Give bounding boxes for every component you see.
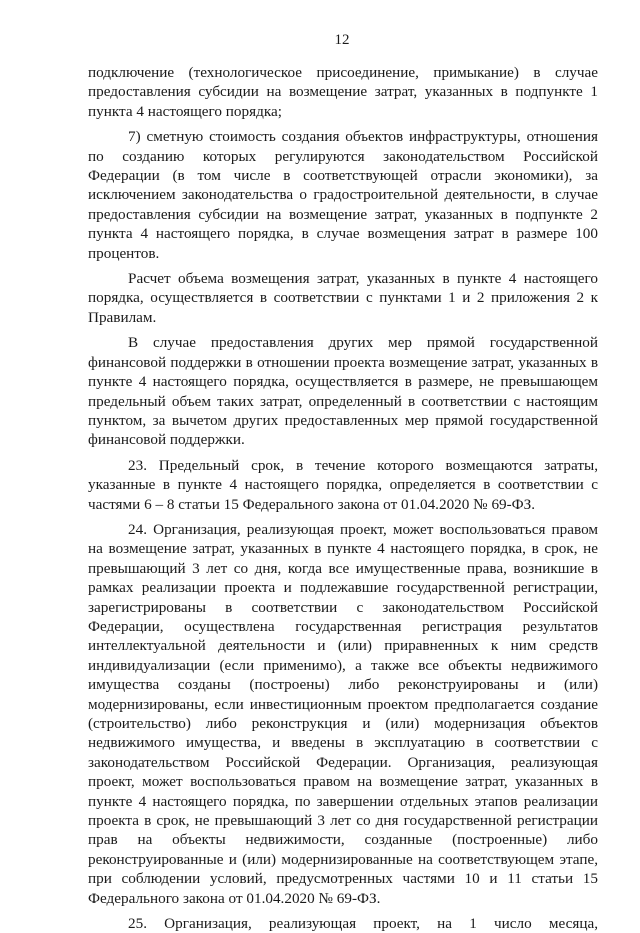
paragraph-clause-23: 23. Предельный срок, в течение которого возмещаются затраты, указанные в пункте 4 настоящего порядка, определяется в соответствии с частями 6 – 8 статьи 15 Федерального закона от 01.04.2020 № 69-ФЗ. [88, 456, 598, 513]
page-number: 12 [334, 32, 350, 48]
paragraph-other-support: В случае предоставления других мер прямой государственной финансовой поддержки в отношении проекта возмещение затрат, указанных в пункте 4 настоящего порядка, осуществляется в размере, не превышающем предельный объем таких затрат, определенный в соответствии с настоящим пунктом, за вычетом других предоставленных мер прямой государственной финансовой поддержки. [88, 334, 598, 449]
paragraph-continuation: подключение (технологическое присоединение, примыкание) в случае предоставления субсидии на возмещение затрат, указанных в подпункте 1 пункта 4 настоящего порядка; [88, 64, 598, 120]
paragraph-clause-24: 24. Организация, реализующая проект, может воспользоваться правом на возмещение затрат, указанных в пункте 4 настоящего порядка, в срок, не превышающий 3 лет со дня, когда все имущественные права, возникшие в рамках реализации проекта и подлежавшие государственной регистрации, зарегистрированы в соответствии с законодательством Российской Федерации, осуществлена государственная регистрация результатов интеллектуальной деятельности и (или) приравненных к ним средств индивидуализации (если применимо), а также все объекты недвижимого имущества созданы (построены) либо реконструированы и (или) модернизированы, если инвестиционным проектом предполагается создание (строительство) либо реконструкция и (или) модернизация объектов недвижимого имущества, и введены в эксплуатацию в соответствии с законодательством Российской Федерации. Организация, реализующая проект, может воспользоваться правом на возмещение затрат, указанных в пункте 4 настоящего порядка, по завершении отдельных этапов реализации проекта в срок, не превышающий 3 лет со дня государственной регистрации прав на объекты недвижимости, созданные (построенные) либо реконструированные и (или) модернизированные на соответствующем этапе, при соблюдении условий, предусмотренных частями 10 и 11 статьи 15 Федерального закона от 01.04.2020 № 69-ФЗ. [88, 520, 598, 907]
paragraph-calculation: Расчет объема возмещения затрат, указанных в пункте 4 настоящего порядка, осуществляется в соответствии с пунктами 1 и 2 приложения 2 к Правилам. [88, 270, 598, 326]
paragraph-clause-25: 25. Организация, реализующая проект, на 1 число месяца, [128, 915, 598, 933]
document-body [88, 63, 598, 933]
paragraph-item-7: 7) сметную стоимость создания объектов инфраструктуры, отношения по созданию которых регулируются законодательством Российской Федерации (в том числе в соответствующей отрасли экономики), за исключением законодательства о градостроительной деятельности, в случае предоставления субсидии на возмещение затрат, указанных в подпункте 2 пункта 4 настоящего порядка, в случае возмещения затрат в размере 100 процентов. [88, 128, 598, 262]
